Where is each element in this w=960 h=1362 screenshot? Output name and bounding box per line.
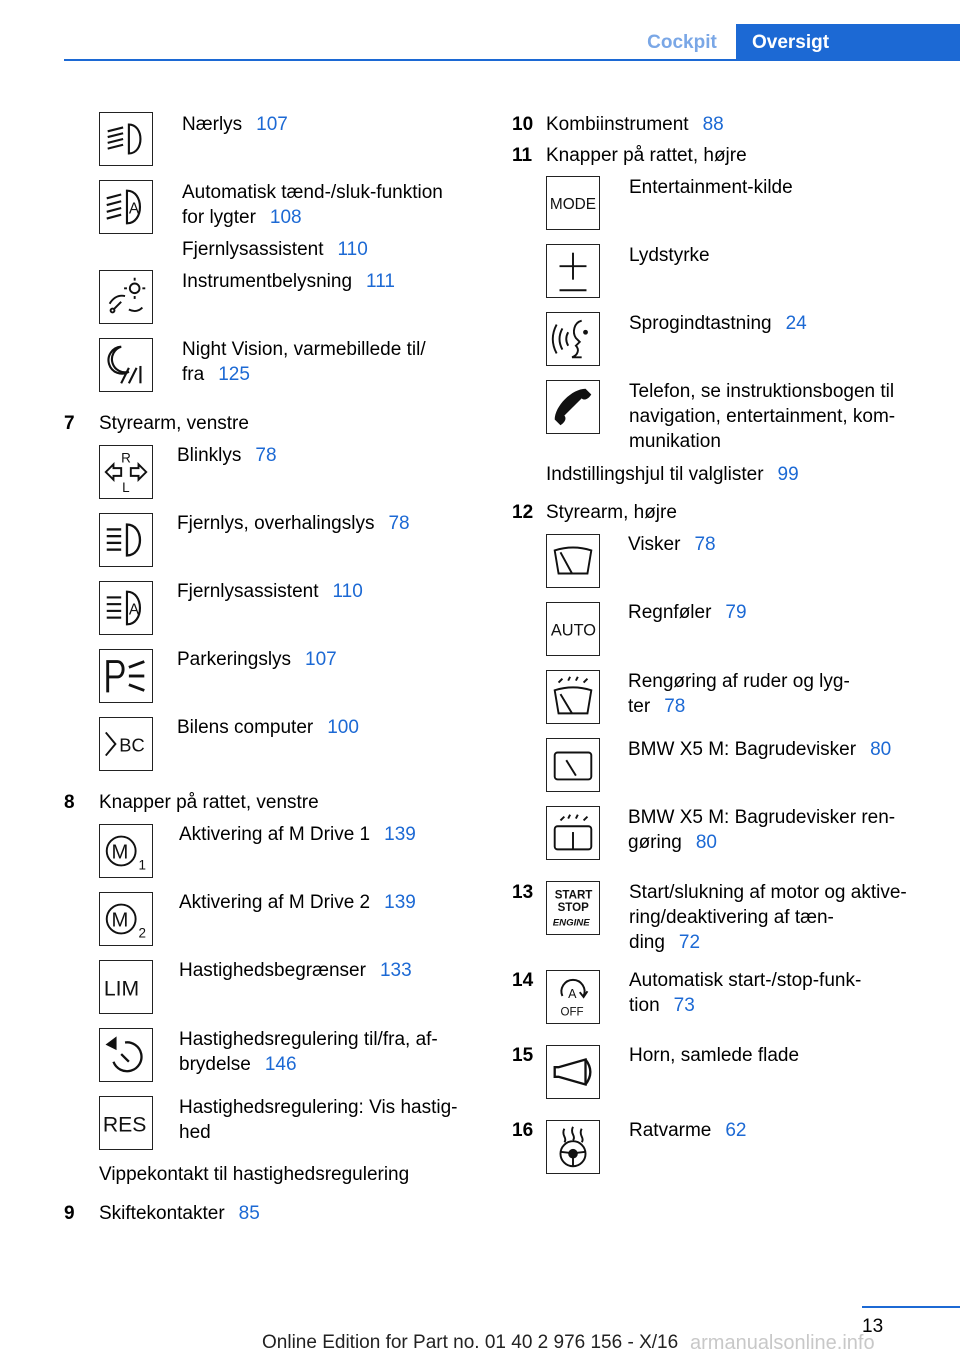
page-ref-link[interactable]: 24: [785, 313, 807, 334]
steering-wheel-heating-entry: Ratvarme 62: [629, 1120, 747, 1141]
turn-signal-entry: Blinklys 78: [177, 445, 277, 466]
icon-letter: M: [111, 909, 129, 932]
item-number-9: 9: [64, 1203, 75, 1224]
high-beam-assistant-entry-2: Fjernlysassistent 110: [177, 581, 363, 602]
m-drive-1-icon: [99, 824, 153, 878]
speed-limiter-icon: [99, 960, 153, 1014]
item9-entry: Skiftekontakter 85: [99, 1203, 260, 1224]
cruise-control-icon: [99, 1028, 153, 1082]
page-ref-link[interactable]: 62: [725, 1120, 747, 1141]
icon-letter: L: [122, 480, 130, 496]
horn-entry: Horn, samlede flade: [629, 1045, 800, 1066]
rain-sensor-entry: Regnføler 79: [628, 602, 747, 623]
page-ref-link[interactable]: 107: [256, 114, 288, 135]
wiper-entry: Visker 78: [628, 534, 716, 555]
high-beam-assistant-entry: Fjernlysassistent 110: [182, 239, 368, 260]
turn-signal-icon: [99, 445, 153, 499]
phone-line3: munikation: [629, 431, 721, 452]
icon-text: ENGINE: [552, 917, 590, 929]
icon-subscript: 1: [138, 857, 147, 873]
icon-text: OFF: [560, 1006, 584, 1019]
resume-line2: hed: [179, 1122, 211, 1143]
phone-line2: navigation, entertainment, kom-: [629, 406, 896, 427]
item10-entry: Kombiinstrument 88: [546, 114, 724, 135]
item7-title: Styrearm, venstre: [99, 413, 249, 434]
icon-text: START: [554, 889, 593, 902]
page-ref-link[interactable]: 139: [384, 824, 416, 845]
item-number-14: 14: [512, 970, 534, 991]
tab-cockpit[interactable]: Cockpit: [647, 31, 717, 53]
page-ref-link[interactable]: 125: [218, 364, 250, 385]
item-number-16: 16: [512, 1120, 534, 1141]
icon-text: STOP: [557, 901, 589, 914]
edition-footer: Online Edition for Part no. 01 40 2 976 156 - X/16: [262, 1332, 679, 1353]
high-beam-icon: [99, 513, 153, 567]
high-beam-assistant-icon: [99, 581, 153, 635]
item-number-12: 12: [512, 502, 534, 523]
icon-text: AUTO: [550, 621, 597, 640]
page-ref-link[interactable]: 139: [384, 892, 416, 913]
auto-start-stop-line2: tion 73: [629, 995, 695, 1016]
instrument-lighting-icon: [99, 270, 153, 324]
onboard-computer-entry: Bilens computer 100: [177, 717, 359, 738]
mode-icon: [546, 176, 600, 230]
item-number-13: 13: [512, 882, 534, 903]
item12-title: Styrearm, højre: [546, 502, 677, 523]
cruise-rocker-switch: Vippekontakt til hastighedsregulering: [99, 1164, 410, 1185]
volume-icon: [546, 244, 600, 298]
page-ref-link[interactable]: 100: [327, 717, 359, 738]
rear-washer-line2: gøring 80: [628, 832, 717, 853]
high-beam-entry: Fjernlys, overhalingslys 78: [177, 513, 410, 534]
start-stop-line2: ring/deaktivering af tæn-: [629, 907, 834, 928]
page-ref-link[interactable]: 111: [366, 271, 395, 292]
page-ref-link[interactable]: 73: [673, 995, 695, 1016]
volume-entry: Lydstyrke: [629, 245, 710, 266]
watermark: armanualsonline.info: [690, 1332, 875, 1354]
auto-light-line1: Automatisk tænd-/sluk-funktion: [182, 182, 443, 203]
item-number-11: 11: [512, 145, 533, 166]
page-ref-link[interactable]: 72: [678, 932, 701, 953]
page-ref-link[interactable]: 146: [264, 1054, 297, 1075]
selection-wheel-entry: Indstillingshjul til valglister 99: [546, 464, 799, 485]
auto-start-stop-line1: Automatisk start-/stop-funk-: [629, 970, 862, 991]
icon-letter: A: [128, 601, 140, 619]
page-ref-link[interactable]: 88: [702, 114, 724, 135]
page-ref-link[interactable]: 133: [379, 960, 412, 981]
page-ref-link[interactable]: 78: [664, 696, 686, 717]
phone-icon: [546, 380, 600, 434]
icon-text: BC: [119, 734, 145, 756]
page-ref-link[interactable]: 78: [255, 445, 277, 466]
icon-letter: M: [111, 841, 129, 864]
page-ref-link[interactable]: 99: [777, 464, 799, 485]
tab-oversigt[interactable]: Oversigt: [736, 24, 960, 61]
page-ref-link[interactable]: 80: [695, 832, 717, 853]
low-beam-icon: [99, 112, 153, 166]
speed-limiter-entry: Hastighedsbegrænser 133: [179, 960, 412, 981]
voice-input-entry: Sprogindtastning 24: [629, 313, 807, 334]
icon-text: RES: [102, 1113, 147, 1137]
start-stop-button-icon: [546, 881, 600, 935]
rear-wiper-icon: [546, 738, 600, 792]
start-stop-line1: Start/slukning af motor og aktive-: [629, 882, 907, 903]
washer-line2: ter 78: [628, 696, 686, 717]
item-number-15: 15: [512, 1045, 534, 1066]
page-ref-link[interactable]: 80: [870, 739, 892, 760]
night-vision-line2: fra 125: [182, 364, 250, 385]
m-drive-1-entry: Aktivering af M Drive 1 139: [179, 824, 416, 845]
icon-text: MODE: [549, 195, 597, 213]
item8-title: Knapper på rattet, venstre: [99, 792, 319, 813]
start-stop-line3: ding 72: [629, 932, 701, 953]
page-number-rule: [862, 1306, 960, 1308]
icon-letter: A: [568, 986, 577, 1001]
cruise-line1: Hastighedsregulering til/fra, af-: [179, 1029, 438, 1050]
item-number-7: 7: [64, 413, 75, 434]
night-vision-line1: Night Vision, varmebillede til/: [182, 339, 426, 360]
page-ref-link[interactable]: 85: [238, 1203, 260, 1224]
rear-washer-line1: BMW X5 M: Bagrudevisker ren-: [628, 807, 896, 828]
onboard-computer-icon: [99, 717, 153, 771]
auto-start-stop-icon: [546, 970, 600, 1024]
m-drive-2-entry: Aktivering af M Drive 2 139: [179, 892, 416, 913]
wiper-icon: [546, 534, 600, 588]
phone-line1: Telefon, se instruktionsbogen til: [629, 381, 895, 402]
rear-washer-icon: [546, 806, 600, 860]
night-vision-icon: [99, 338, 153, 392]
rear-wiper-entry: BMW X5 M: Bagrudevisker 80: [628, 739, 892, 760]
icon-text: LIM: [103, 977, 140, 1001]
cruise-line2: brydelse 146: [179, 1054, 297, 1075]
washer-line1: Rengøring af ruder og lyg-: [628, 671, 850, 692]
page-ref-link[interactable]: 108: [269, 207, 302, 228]
icon-letter: R: [121, 450, 131, 466]
item-number-8: 8: [64, 792, 75, 813]
rain-sensor-icon: [546, 602, 600, 656]
washer-icon: [546, 670, 600, 724]
resume-speed-icon: [99, 1096, 153, 1150]
page-ref-link[interactable]: 110: [337, 239, 368, 260]
page-ref-link[interactable]: 78: [694, 534, 716, 555]
item11-title: Knapper på rattet, højre: [546, 145, 747, 166]
horn-icon: [546, 1045, 600, 1099]
instrument-lighting-entry: Instrumentbelysning 111: [182, 271, 395, 292]
low-beam-entry: Nærlys 107: [182, 114, 288, 135]
page-ref-link[interactable]: 107: [305, 649, 337, 670]
item-number-10: 10: [512, 114, 534, 135]
icon-letter: A: [128, 200, 140, 218]
auto-light-line2: for lygter 108: [182, 207, 302, 228]
entertainment-source-entry: Entertainment-kilde: [629, 177, 793, 198]
page-ref-link[interactable]: 78: [388, 513, 410, 534]
resume-line1: Hastighedsregulering: Vis hastig-: [179, 1097, 458, 1118]
voice-input-icon: [546, 312, 600, 366]
parking-light-icon: [99, 649, 153, 703]
steering-wheel-heating-icon: [546, 1120, 600, 1174]
page-ref-link[interactable]: 110: [332, 581, 363, 602]
page-number: 13: [862, 1316, 884, 1337]
m-drive-2-icon: [99, 892, 153, 946]
icon-subscript: 2: [138, 925, 147, 941]
auto-headlight-icon: [99, 180, 153, 234]
page-ref-link[interactable]: 79: [725, 602, 747, 623]
parking-light-entry: Parkeringslys 107: [177, 649, 337, 670]
